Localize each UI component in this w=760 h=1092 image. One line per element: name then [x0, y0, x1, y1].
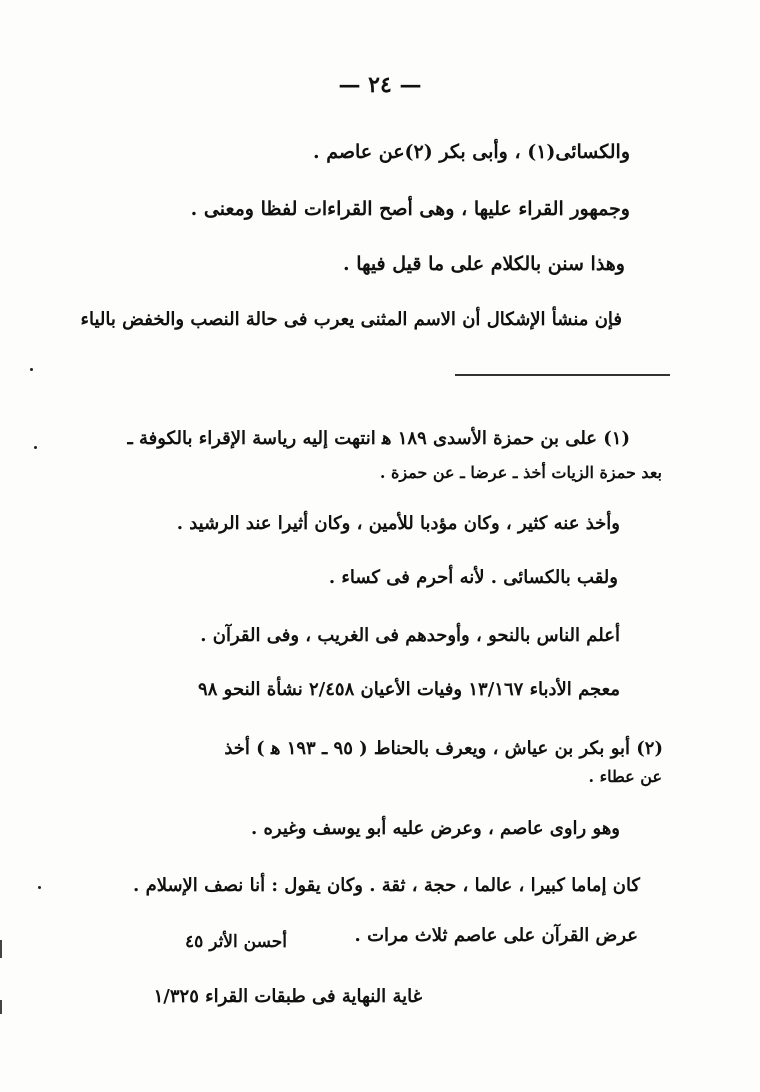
main-line-1: والكسائى(١) ، وأبى بكر (٢)عن عاصم . — [313, 141, 630, 163]
footnote-2-line-6: أحسن الأثر ٤٥ — [185, 932, 287, 952]
main-line-2: وجمهور القراء عليها ، وهى أصح القراءات لفظا ومعنى . — [190, 198, 630, 220]
footnote-1-line-5: أعلم الناس بالنحو ، وأوحدهم فى الغريب ، وفى القرآن . — [200, 625, 620, 646]
footnote-2-line-4: كان إماما كبيرا ، عالما ، حجة ، ثقة . وكان يقول : أنا نصف الإسلام . — [133, 875, 640, 896]
footnote-1-line-4: ولقب بالكسائى . لأنه أحرم فى كساء . — [328, 567, 618, 588]
footnote-2-line-5: عرض القرآن على عاصم ثلاث مرات . — [354, 925, 638, 946]
scan-speck — [38, 886, 41, 889]
scan-speck — [30, 368, 33, 371]
footnote-2-line-7: غاية النهاية فى طبقات القراء ١/٣٢٥ — [153, 986, 422, 1007]
footnote-1-line-2: بعد حمزة الزيات أخذ ـ عرضا ـ عن حمزة . — [379, 463, 662, 482]
footnote-separator — [455, 374, 670, 376]
main-line-3: وهذا سنن بالكلام على ما قيل فيها . — [343, 253, 625, 275]
footnote-1-line-3: وأخذ عنه كثير ، وكان مؤدبا للأمين ، وكان أثيرا عند الرشيد . — [176, 513, 620, 534]
main-line-4: فإن منشأ الإشكال أن الاسم المثنى يعرب فى حالة النصب والخفض بالياء — [80, 309, 622, 330]
page-number: — ٢٤ — — [338, 72, 422, 98]
footnote-2-line-3: وهو راوى عاصم ، وعرض عليه أبو يوسف وغيره . — [250, 818, 620, 839]
scan-edge — [0, 940, 2, 958]
footnote-1-line-6: معجم الأدباء ١٣/١٦٧ وفيات الأعيان ٢/٤٥٨ نشأة النحو ٩٨ — [198, 679, 620, 700]
footnote-2-line-2: عن عطاء . — [588, 767, 662, 786]
scan-edge — [0, 1000, 2, 1014]
scan-speck — [34, 446, 37, 449]
footnote-2-line-1: (٢) أبو بكر بن عياش ، ويعرف بالحناط ( ٩٥ ـ ١٩٣ ﻫ ) أخذ — [224, 738, 663, 759]
footnote-1-line-1: (١) على بن حمزة الأسدى ١٨٩ ﻫ انتهت إليه رياسة الإقراء بالكوفة ـ — [127, 428, 630, 449]
